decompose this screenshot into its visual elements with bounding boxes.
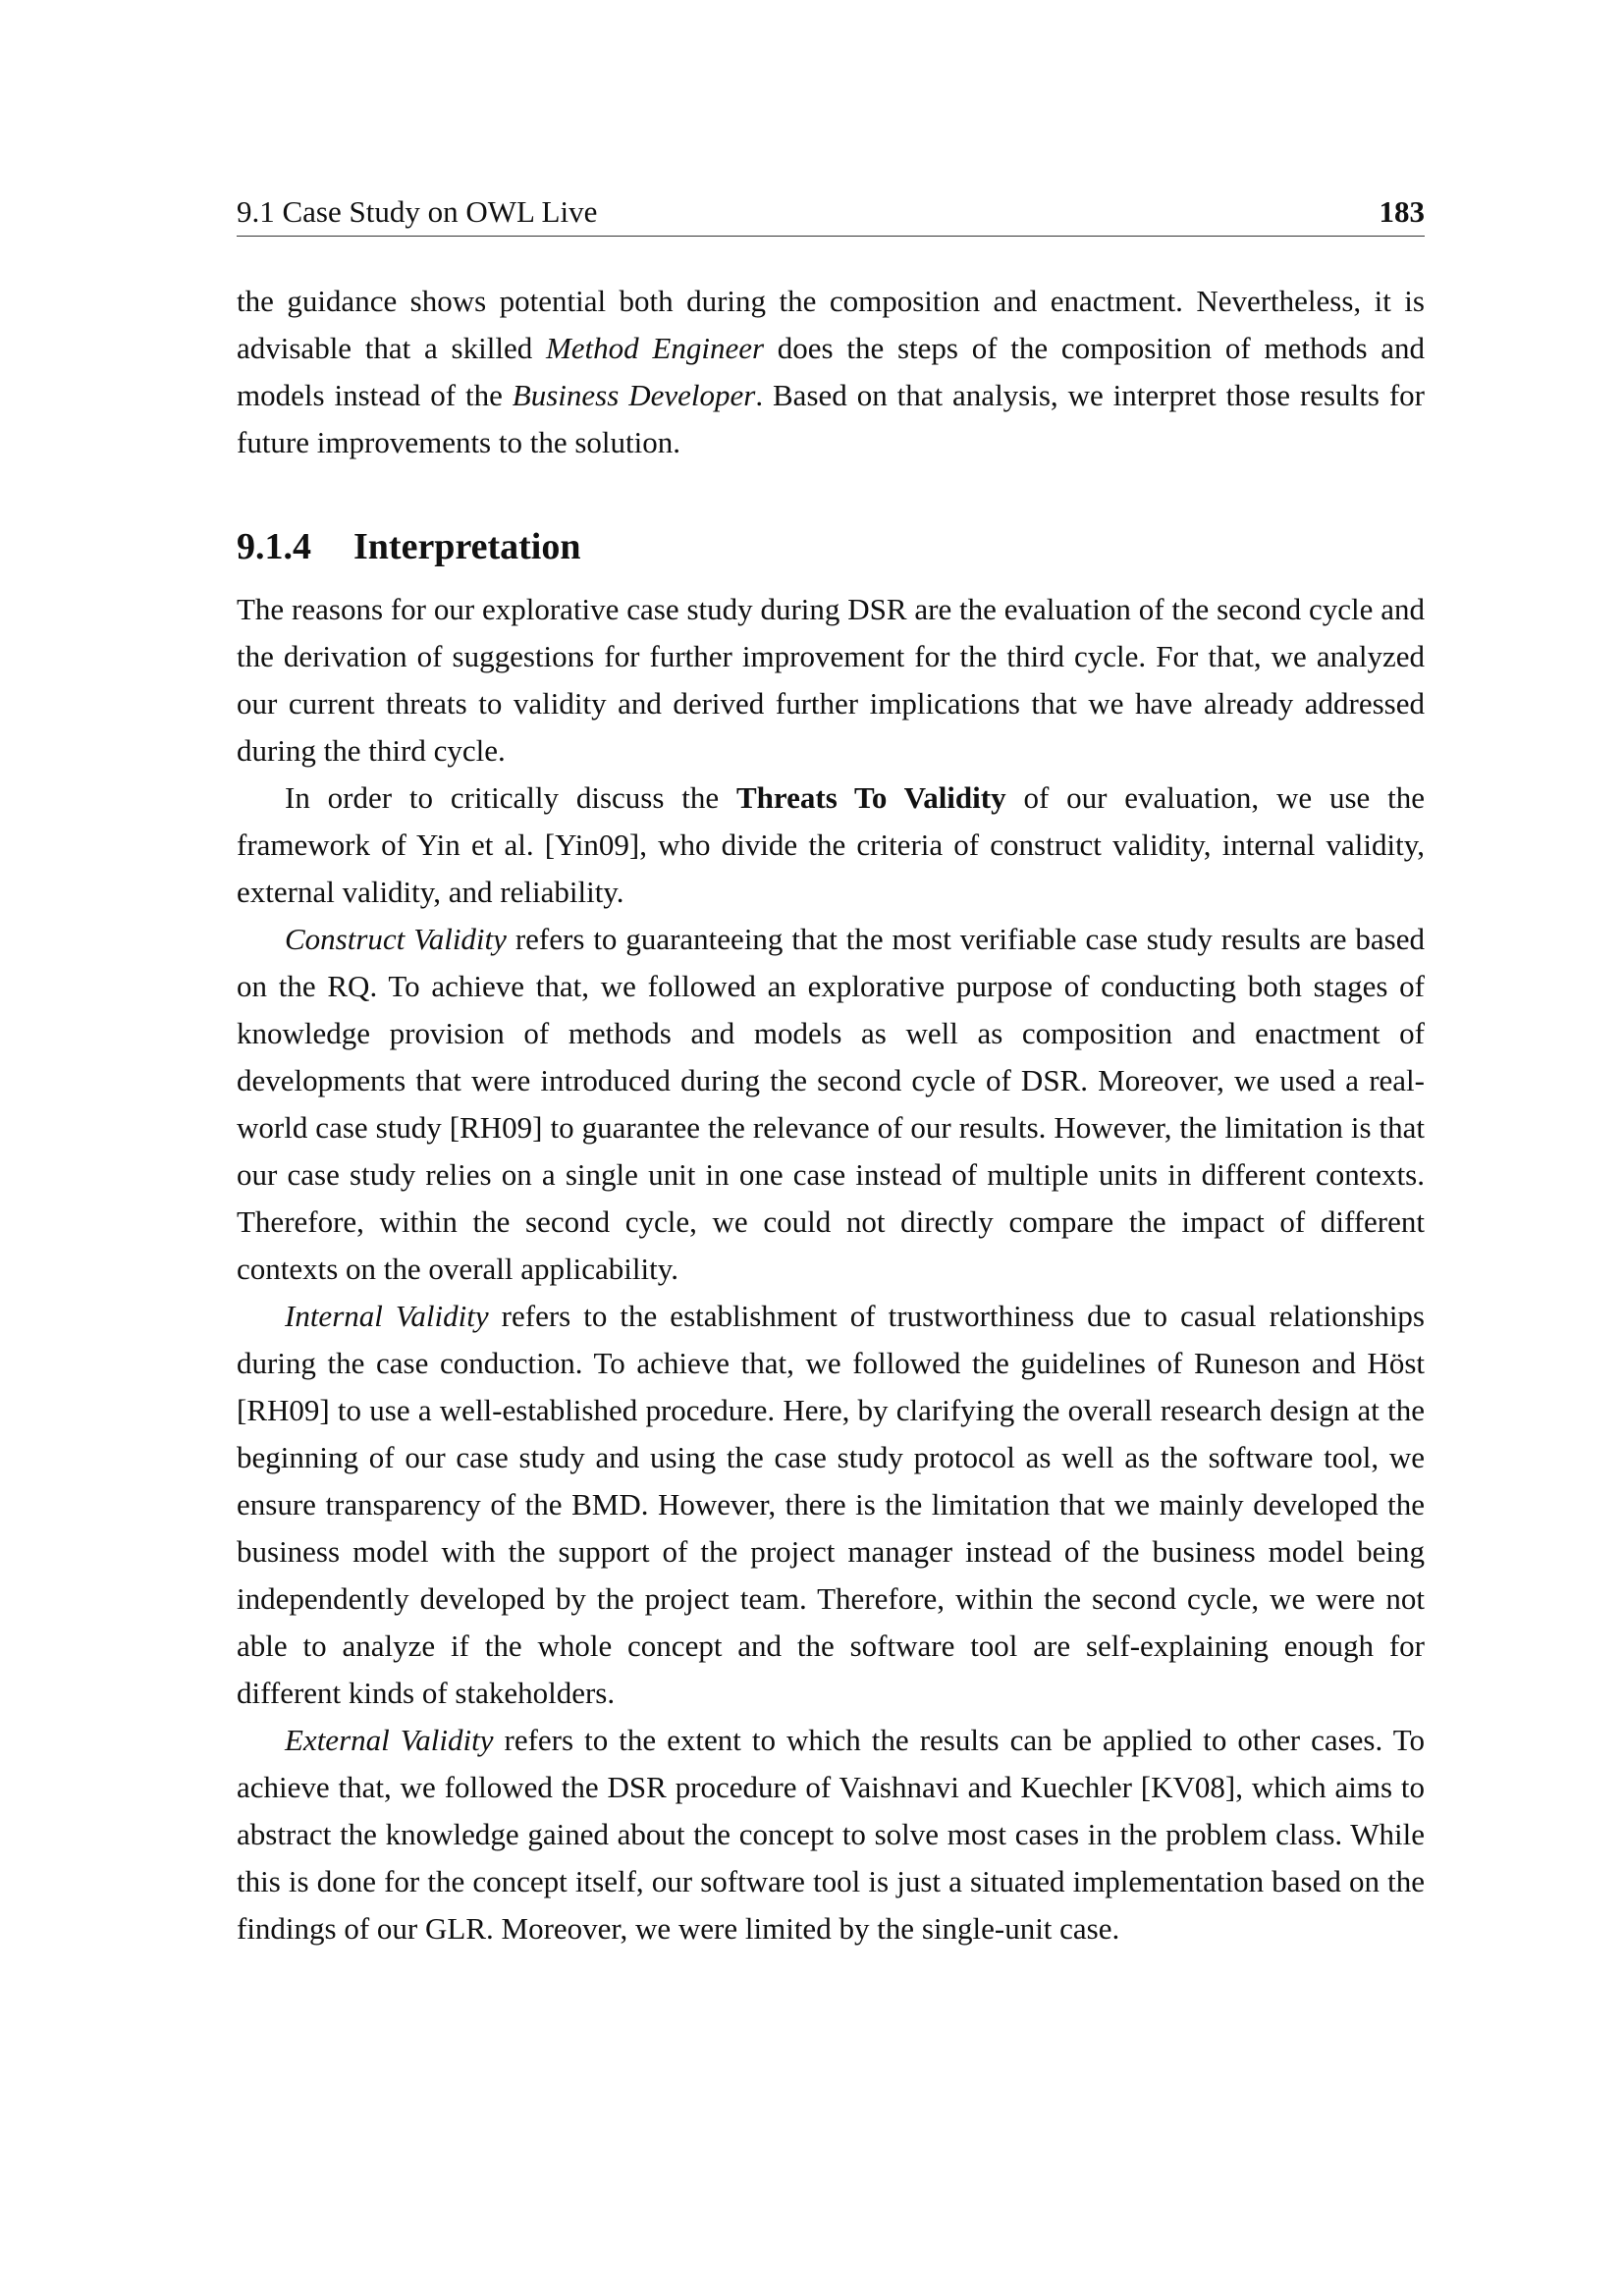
text-run: refers to the establishment of trustworthiness due to casual relationships during the case conduction. To achieve that, we followed the guidelines of Runeson and Höst [RH09] to use a well-established procedure. Here, by clarifying the overall research design at the beginning of our case study and using the case study protocol as well as the software tool, we ensure transparency of the BMD. However, there is the limitation that we mainly developed the business model with the support of the project manager instead of the business model being independently developed by the project team. Therefore, within the second cycle, we were not able to analyze if the whole concept and the software tool are self-explaining enough for different kinds of stakeholders. [237, 1299, 1425, 1710]
page-number: 183 [1379, 194, 1425, 229]
text-run: refers to the extent to which the results can be applied to other cases. To achieve that, we followed the DSR procedure of Vaishnavi and Kuechler [KV08], which aims to abstract the knowledge gained about the concept to solve most cases in the problem class. While this is done for the concept itself, our software tool is just a situated implementation based on the findings of our GLR. Moreover, we were limited by the single-unit case. [237, 1723, 1425, 1946]
page [237, 192, 1425, 1952]
paragraph-continuation [237, 278, 1425, 466]
text-run: refers to guaranteeing that the most verifiable case study results are based on the RQ. To achieve that, we followed an explorative purpose of conducting both stages of knowledge provision of methods and models as well as composition and enactment of developments that were introduced during the second cycle of DSR. Moreover, we used a real-world case study [RH09] to guarantee the relevance of our results. However, the limitation is that our case study relies on a single unit in one case instead of multiple units in different contexts. Therefore, within the second cycle, we could not directly compare the impact of different contexts on the overall applicability. [237, 922, 1425, 1286]
term-method-engineer: Method Engineer [545, 331, 765, 365]
section-title: Interpretation [353, 526, 581, 567]
term-internal-validity: Internal Validity [285, 1299, 489, 1333]
header-section-title: 9.1 Case Study on OWL Live [237, 194, 598, 229]
term-construct-validity: Construct Validity [285, 922, 507, 956]
text-run: In order to critically discuss the [285, 780, 736, 815]
text-run: of our evaluation, we use the framework of Yin et al. [Yin09], who divide the criteria of construct validity, internal validity, external validity, and reliability. [237, 780, 1426, 909]
text-run: does the steps of the composition of methods and models instead of the [237, 331, 1426, 412]
section-heading [237, 523, 1425, 570]
paragraph-internal-validity [237, 1293, 1425, 1717]
text-run: . Based on that analysis, we interpret those results for future improvements to the solution. [237, 378, 1425, 459]
body-text [237, 278, 1425, 1952]
paragraph-construct-validity [237, 916, 1425, 1293]
section-number: 9.1.4 [237, 526, 311, 567]
term-threats-to-validity: Threats To Validity [736, 780, 1006, 815]
running-header [237, 192, 1425, 237]
paragraph-external-validity [237, 1717, 1425, 1952]
term-external-validity: External Validity [285, 1723, 494, 1757]
term-business-developer: Business Developer [512, 378, 756, 412]
paragraph-threats [237, 774, 1425, 916]
text-run: the guidance shows potential both during the composition and enactment. Nevertheless, it is advisable that a skilled [237, 284, 1425, 365]
paragraph-reasons: The reasons for our explorative case study during DSR are the evaluation of the second cycle and the derivation of suggestions for further improvement for the third cycle. For that, we analyzed our current threats to validity and derived further implications that we have already addressed during the third cycle. [237, 592, 1425, 768]
